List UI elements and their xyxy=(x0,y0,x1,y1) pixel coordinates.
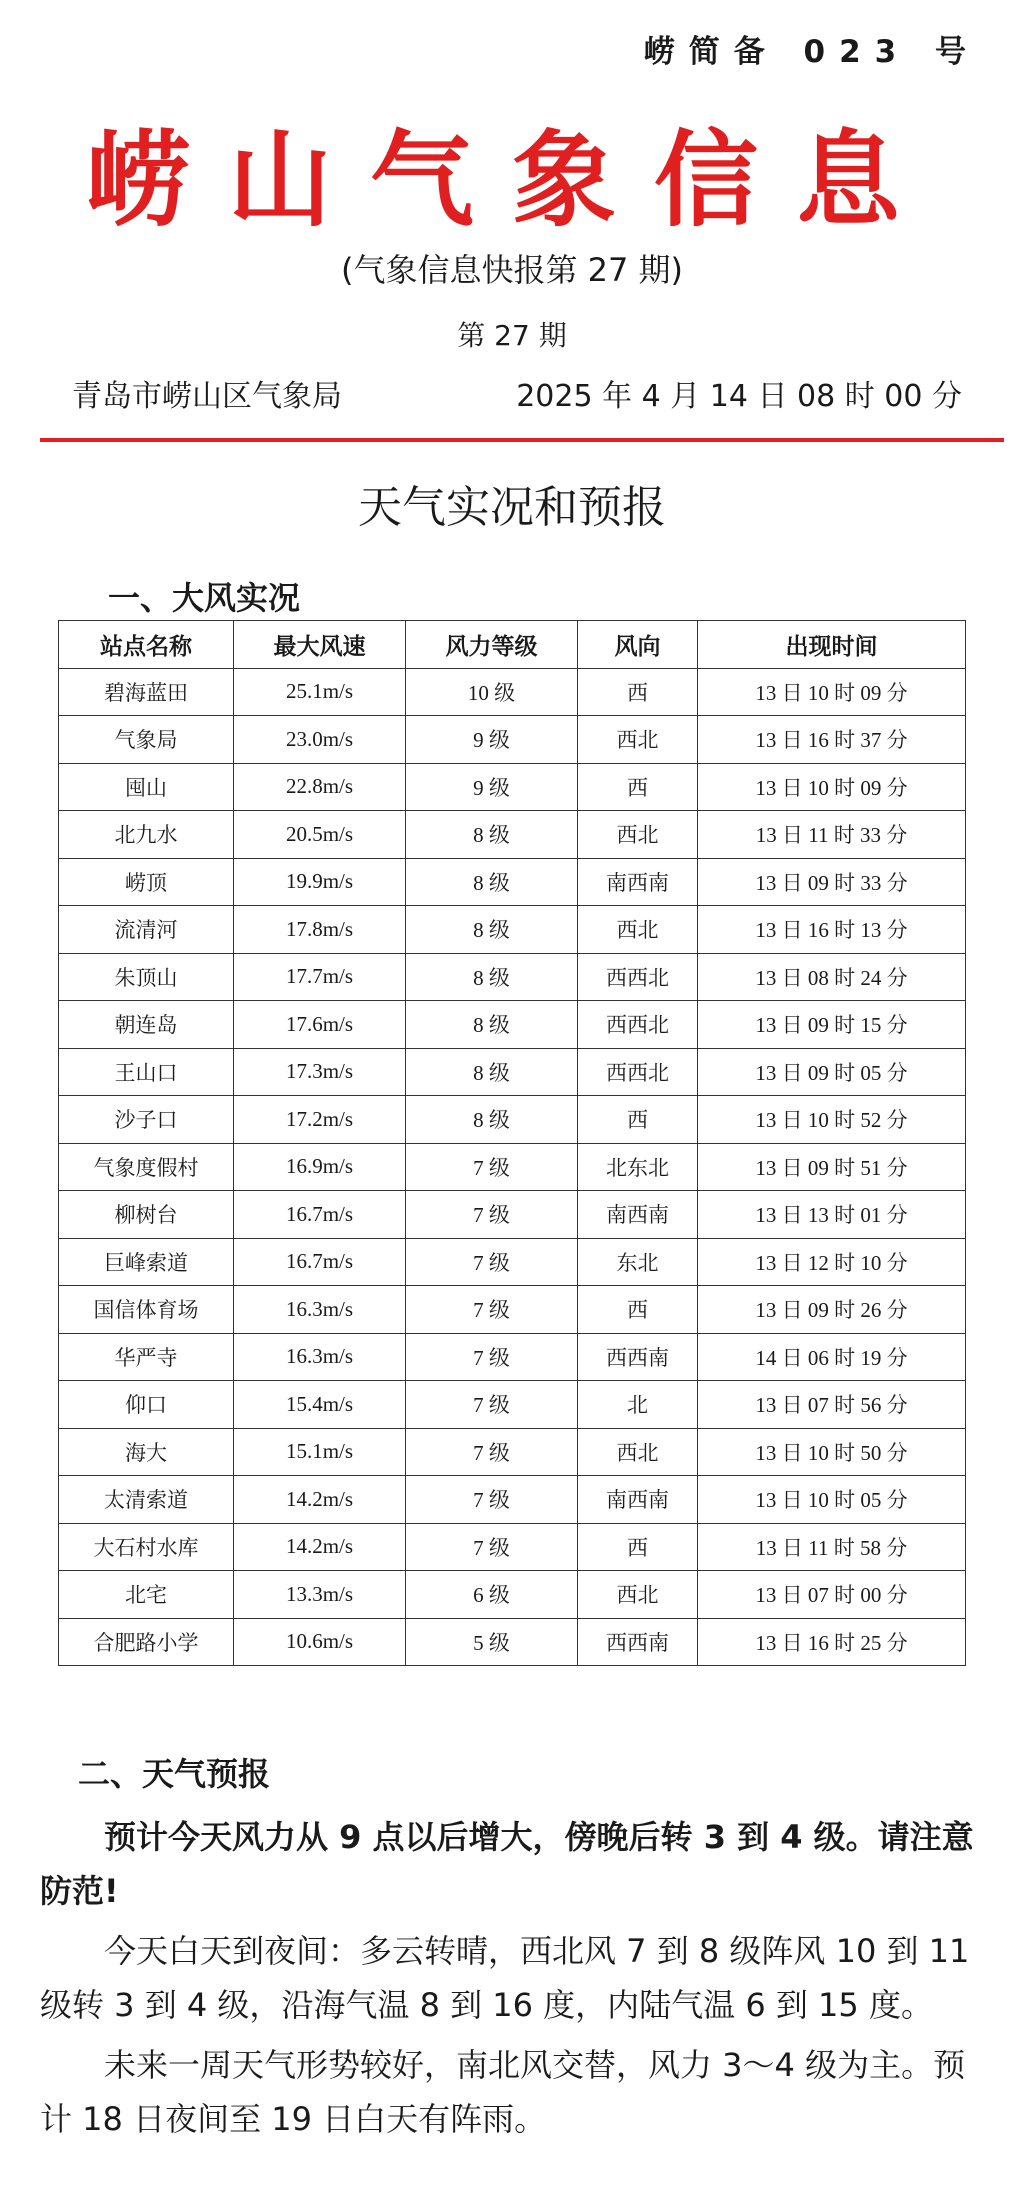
table-header-row xyxy=(59,621,966,669)
max-speed-cell: 16.7m/s xyxy=(234,1238,406,1286)
station-cell: 王山口 xyxy=(59,1048,234,1096)
max-speed-cell: 15.1m/s xyxy=(234,1428,406,1476)
table-row xyxy=(59,716,966,764)
station-cell: 流清河 xyxy=(59,906,234,954)
direction-cell: 西 xyxy=(578,668,698,716)
station-cell: 北宅 xyxy=(59,1571,234,1619)
max-speed-cell: 16.7m/s xyxy=(234,1191,406,1239)
wind-level-cell: 8 级 xyxy=(406,811,578,859)
station-cell: 柳树台 xyxy=(59,1191,234,1239)
station-cell: 沙子口 xyxy=(59,1096,234,1144)
table-row xyxy=(59,1001,966,1049)
table-row xyxy=(59,1476,966,1524)
wind-level-cell: 8 级 xyxy=(406,858,578,906)
direction-cell: 西西北 xyxy=(578,1001,698,1049)
table-row xyxy=(59,1428,966,1476)
masthead-title: 崂山气象信息 xyxy=(85,118,938,241)
max-speed-cell: 10.6m/s xyxy=(234,1618,406,1666)
max-speed-cell: 13.3m/s xyxy=(234,1571,406,1619)
wind-level-cell: 7 级 xyxy=(406,1191,578,1239)
wind-level-cell: 7 级 xyxy=(406,1143,578,1191)
column-header-time: 出现时间 xyxy=(698,621,966,669)
time-cell: 13 日 10 时 09 分 xyxy=(698,763,966,811)
station-cell: 巨峰索道 xyxy=(59,1238,234,1286)
issuer-name: 青岛市崂山区气象局 xyxy=(72,379,342,414)
max-speed-cell: 23.0m/s xyxy=(234,716,406,764)
wind-level-cell: 5 级 xyxy=(406,1618,578,1666)
max-speed-cell: 20.5m/s xyxy=(234,811,406,859)
section-heading-wind: 一、大风实况 xyxy=(108,579,301,617)
direction-cell: 南西南 xyxy=(578,1191,698,1239)
wind-level-cell: 8 级 xyxy=(406,906,578,954)
station-cell: 朱顶山 xyxy=(59,953,234,1001)
station-cell: 国信体育场 xyxy=(59,1286,234,1334)
direction-cell: 西北 xyxy=(578,716,698,764)
direction-cell: 北 xyxy=(578,1381,698,1429)
max-speed-cell: 16.9m/s xyxy=(234,1143,406,1191)
table-row xyxy=(59,1618,966,1666)
wind-level-cell: 6 级 xyxy=(406,1571,578,1619)
direction-cell: 东北 xyxy=(578,1238,698,1286)
wind-level-cell: 7 级 xyxy=(406,1428,578,1476)
table-row xyxy=(59,1571,966,1619)
issue-number: 第 27 期 xyxy=(457,319,567,352)
wind-level-cell: 7 级 xyxy=(406,1523,578,1571)
max-speed-cell: 25.1m/s xyxy=(234,668,406,716)
column-header-direction: 风向 xyxy=(578,621,698,669)
wind-level-cell: 7 级 xyxy=(406,1381,578,1429)
direction-cell: 西 xyxy=(578,1523,698,1571)
table-row xyxy=(59,1191,966,1239)
max-speed-cell: 17.7m/s xyxy=(234,953,406,1001)
station-cell: 气象局 xyxy=(59,716,234,764)
max-speed-cell: 14.2m/s xyxy=(234,1523,406,1571)
station-cell: 仰口 xyxy=(59,1381,234,1429)
issue-datetime: 2025 年 4 月 14 日 08 时 00 分 xyxy=(516,379,962,414)
max-speed-cell: 14.2m/s xyxy=(234,1476,406,1524)
time-cell: 13 日 08 时 24 分 xyxy=(698,953,966,1001)
section-heading-forecast: 二、天气预报 xyxy=(78,1755,271,1793)
station-cell: 海大 xyxy=(59,1428,234,1476)
column-header-station: 站点名称 xyxy=(59,621,234,669)
red-divider-rule xyxy=(40,438,1004,442)
forecast-week-paragraph: 未来一周天气形势较好，南北风交替，风力 3～4 级为主。预计 18 日夜间至 19 日白天有阵雨。 xyxy=(40,2046,966,2138)
forecast-warning-paragraph: 预计今天风力从 9 点以后增大，傍晚后转 3 到 4 级。请注意防范! xyxy=(40,1818,974,1910)
table-row xyxy=(59,1523,966,1571)
time-cell: 13 日 09 时 15 分 xyxy=(698,1001,966,1049)
table-row xyxy=(59,1381,966,1429)
station-cell: 北九水 xyxy=(59,811,234,859)
max-speed-cell: 19.9m/s xyxy=(234,858,406,906)
time-cell: 13 日 09 时 05 分 xyxy=(698,1048,966,1096)
direction-cell: 北东北 xyxy=(578,1143,698,1191)
direction-cell: 西北 xyxy=(578,906,698,954)
station-cell: 合肥路小学 xyxy=(59,1618,234,1666)
direction-cell: 西 xyxy=(578,763,698,811)
time-cell: 13 日 13 时 01 分 xyxy=(698,1191,966,1239)
table-row xyxy=(59,1096,966,1144)
forecast-today-paragraph: 今天白天到夜间：多云转晴，西北风 7 到 8 级阵风 10 到 11 级转 3 到 4 级，沿海气温 8 到 16 度，内陆气温 6 到 15 度。 xyxy=(40,1932,970,2024)
max-speed-cell: 17.8m/s xyxy=(234,906,406,954)
wind-level-cell: 9 级 xyxy=(406,763,578,811)
table-row xyxy=(59,668,966,716)
table-row xyxy=(59,1333,966,1381)
direction-cell: 西北 xyxy=(578,1571,698,1619)
wind-level-cell: 8 级 xyxy=(406,1096,578,1144)
direction-cell: 西西南 xyxy=(578,1618,698,1666)
station-cell: 朝连岛 xyxy=(59,1001,234,1049)
station-cell: 碧海蓝田 xyxy=(59,668,234,716)
table-row xyxy=(59,858,966,906)
time-cell: 13 日 09 时 33 分 xyxy=(698,858,966,906)
station-cell: 囤山 xyxy=(59,763,234,811)
max-speed-cell: 22.8m/s xyxy=(234,763,406,811)
wind-level-cell: 8 级 xyxy=(406,1048,578,1096)
wind-level-cell: 7 级 xyxy=(406,1238,578,1286)
time-cell: 13 日 12 时 10 分 xyxy=(698,1238,966,1286)
wind-level-cell: 8 级 xyxy=(406,953,578,1001)
time-cell: 13 日 11 时 33 分 xyxy=(698,811,966,859)
page-title: 天气实况和预报 xyxy=(358,482,666,533)
max-speed-cell: 17.3m/s xyxy=(234,1048,406,1096)
wind-observation-table xyxy=(58,620,966,1666)
wind-level-cell: 9 级 xyxy=(406,716,578,764)
time-cell: 14 日 06 时 19 分 xyxy=(698,1333,966,1381)
direction-cell: 西西北 xyxy=(578,1048,698,1096)
table-row xyxy=(59,763,966,811)
time-cell: 13 日 09 时 26 分 xyxy=(698,1286,966,1334)
bulletin-subtitle: (气象信息快报第 27 期) xyxy=(340,251,684,289)
time-cell: 13 日 07 时 00 分 xyxy=(698,1571,966,1619)
direction-cell: 西北 xyxy=(578,811,698,859)
time-cell: 13 日 07 时 56 分 xyxy=(698,1381,966,1429)
table-row xyxy=(59,1143,966,1191)
max-speed-cell: 16.3m/s xyxy=(234,1333,406,1381)
table-row xyxy=(59,1286,966,1334)
max-speed-cell: 16.3m/s xyxy=(234,1286,406,1334)
time-cell: 13 日 10 时 09 分 xyxy=(698,668,966,716)
column-header-wind-level: 风力等级 xyxy=(406,621,578,669)
station-cell: 华严寺 xyxy=(59,1333,234,1381)
wind-level-cell: 7 级 xyxy=(406,1333,578,1381)
direction-cell: 南西南 xyxy=(578,858,698,906)
time-cell: 13 日 11 时 58 分 xyxy=(698,1523,966,1571)
station-cell: 太清索道 xyxy=(59,1476,234,1524)
direction-cell: 西西北 xyxy=(578,953,698,1001)
time-cell: 13 日 10 时 50 分 xyxy=(698,1428,966,1476)
time-cell: 13 日 16 时 37 分 xyxy=(698,716,966,764)
time-cell: 13 日 09 时 51 分 xyxy=(698,1143,966,1191)
direction-cell: 西西南 xyxy=(578,1333,698,1381)
table-row xyxy=(59,1238,966,1286)
direction-cell: 南西南 xyxy=(578,1476,698,1524)
table-row xyxy=(59,953,966,1001)
time-cell: 13 日 10 时 05 分 xyxy=(698,1476,966,1524)
document-number: 崂简备 023 号 xyxy=(643,34,980,70)
table-body xyxy=(59,668,966,1666)
max-speed-cell: 15.4m/s xyxy=(234,1381,406,1429)
direction-cell: 西 xyxy=(578,1096,698,1144)
time-cell: 13 日 16 时 25 分 xyxy=(698,1618,966,1666)
direction-cell: 西 xyxy=(578,1286,698,1334)
max-speed-cell: 17.6m/s xyxy=(234,1001,406,1049)
table-row xyxy=(59,1048,966,1096)
column-header-max-speed: 最大风速 xyxy=(234,621,406,669)
station-cell: 气象度假村 xyxy=(59,1143,234,1191)
wind-level-cell: 8 级 xyxy=(406,1001,578,1049)
wind-level-cell: 7 级 xyxy=(406,1476,578,1524)
wind-level-cell: 7 级 xyxy=(406,1286,578,1334)
table-row xyxy=(59,906,966,954)
station-cell: 大石村水库 xyxy=(59,1523,234,1571)
wind-level-cell: 10 级 xyxy=(406,668,578,716)
table-row xyxy=(59,811,966,859)
time-cell: 13 日 10 时 52 分 xyxy=(698,1096,966,1144)
time-cell: 13 日 16 时 13 分 xyxy=(698,906,966,954)
station-cell: 崂顶 xyxy=(59,858,234,906)
max-speed-cell: 17.2m/s xyxy=(234,1096,406,1144)
direction-cell: 西北 xyxy=(578,1428,698,1476)
